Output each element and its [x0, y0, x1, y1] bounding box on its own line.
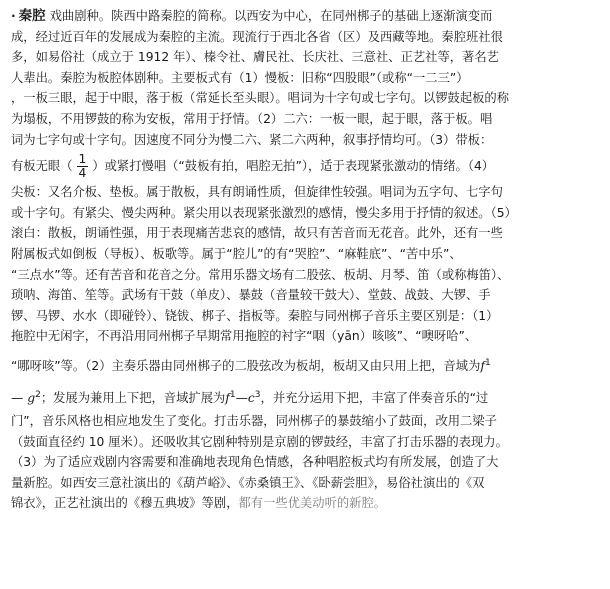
fraction-one-quarter — [77, 153, 89, 180]
range-mid: ；发展为兼用上下把，音域扩展为 — [40, 390, 226, 405]
fraction-denominator: 4 — [78, 166, 87, 181]
text-line-16: 拖腔中无闲字，不再沿用同州梆子早期常用拖腔的衬字“咽（yān）咳咳”、“噢呀哈”、 — [11, 329, 478, 344]
bullet-icon: · — [11, 9, 16, 23]
text-line-20: （鼓面直径约 10 厘米）。还吸收其它剧种特别是京剧的锣鼓经，丰富了打击乐器的表现力。 — [11, 434, 508, 449]
text-line-1 — [11, 6, 600, 27]
fraction-numerator: 1 — [78, 152, 87, 167]
note-g: g — [27, 390, 36, 405]
last-line-text: 锦衣》，正艺社演出的《穆五典坡》等剧， — [11, 496, 239, 511]
text-line-range-f1 — [11, 347, 600, 379]
text-line-15: 锣、马锣、水水（即碰铃）、铙钹、梆子、指板等。秦腔与同州梆子音乐主要区别是：（1） — [11, 308, 499, 323]
text-line-10: 或十字句。有紧尖、慢尖两种。紧尖用以表现紧张激烈的感情，慢尖多用于抒情的叙述。（5） — [11, 205, 517, 220]
note-f1-sup: 1 — [229, 389, 236, 400]
text-line-12: 附属板式如倒板（导板）、板歌等。属于“腔儿”的有“哭腔”、“麻鞋底”、“苦中乐”、 — [11, 246, 462, 261]
range-dash: — — [11, 390, 24, 405]
last-line-faded-text: 都有一些优美动听的新腔。 — [238, 496, 387, 511]
note-f-sup: 1 — [484, 357, 491, 368]
text-line-13: “三点水”等。还有苦音和花音之分。常用乐器文场有二股弦、板胡、月琴、笛（或称梅笛）、 — [11, 267, 510, 282]
text-line-6: 为塌板，不用锣鼓的称为安板，常用于抒情。（2）二六：一板一眼，起于眼，落于板。唱 — [11, 111, 493, 126]
note-c: c — [247, 390, 255, 405]
text-line-range-g2 — [11, 379, 600, 411]
fraction-before: 有板无眼（ — [11, 159, 73, 174]
text-line-11: 滚白：散板，朗诵性强，用于表现痛苦悲哀的感情，故只有苦音而无花音。此外，还有一些 — [11, 226, 503, 241]
range-end: ，并充分运用下把，丰富了伴奏音乐的“过 — [260, 390, 489, 405]
note-c-sup: 3 — [254, 389, 261, 400]
text-line-3: 多，如易俗社（成立于 1912 年）、榛令社、膚民社、长庆社、三意社、正艺社等，著名艺 — [11, 50, 499, 65]
text-line-7: 词为七字句或十字句。因速度不同分为慢二六、紧二六两种，叙事抒情均可。（3）带板： — [11, 132, 493, 147]
text-line-fraction — [11, 150, 600, 182]
text-line-4: 人辈出。秦腔为板腔体剧种。主要板式有（1）慢板：旧称“四股眼”（或称“一二三”） — [11, 70, 469, 85]
text-line-19: 门”，音乐风格也相应地发生了变化。打击乐器，同州梆子的暴鼓缩小了鼓面，改用二梁子 — [11, 413, 497, 428]
range-dash-2: — — [235, 390, 248, 405]
note-f: f — [480, 358, 485, 373]
text-line-2: 成，经过近百年的发展成为秦腔的主流。现流行于西北各省（区）及西藏等地。秦腔班社很 — [11, 29, 503, 44]
text-line-9: 尖板：又名介板、垫板。属于散板，具有朗诵性质，但旋律性较强。唱词为五字句、七字句 — [11, 185, 503, 200]
note-g-sup: 2 — [35, 389, 41, 400]
text-line-21: （3）为了适应戏剧内容需要和准确地表现角色情感，各种唱腔板式均有所发展，创造了大 — [11, 455, 499, 470]
line-text: 戏曲剧种。陕西中路秦腔的简称。以西安为中心，在同州梆子的基础上逐渐演变而 — [49, 9, 493, 23]
text-line-5: ，一板三眼，起于中眼，落于板（常延长至头眼）。唱词为十字句或七字句。以锣鼓起板的称 — [11, 91, 510, 106]
text-line-22: 量新腔。如西安三意社演出的《葫芦峪》、《赤桑镇王》、《卧薪尝胆》，易俗社演出的《双 — [11, 475, 485, 490]
text-line-14: 琐呐、海笛、笙等。武场有干鼓（单皮）、暴鼓（音量较干鼓大）、堂鼓、战鼓、大锣、手 — [11, 288, 491, 303]
text-line-23 — [11, 493, 600, 514]
fraction-after: ）或紧打慢唱（“鼓板有拍，唱腔无拍”），适于表现紧张激动的情绪。（4） — [92, 159, 495, 174]
note-f1: f — [225, 390, 230, 405]
entry-title: 秦腔 — [18, 8, 46, 24]
range-text: “哪呀咳”等。（2）主奏乐器由同州梆子的二股弦改为板胡，板胡又由只用上把，音域为 — [11, 358, 481, 373]
